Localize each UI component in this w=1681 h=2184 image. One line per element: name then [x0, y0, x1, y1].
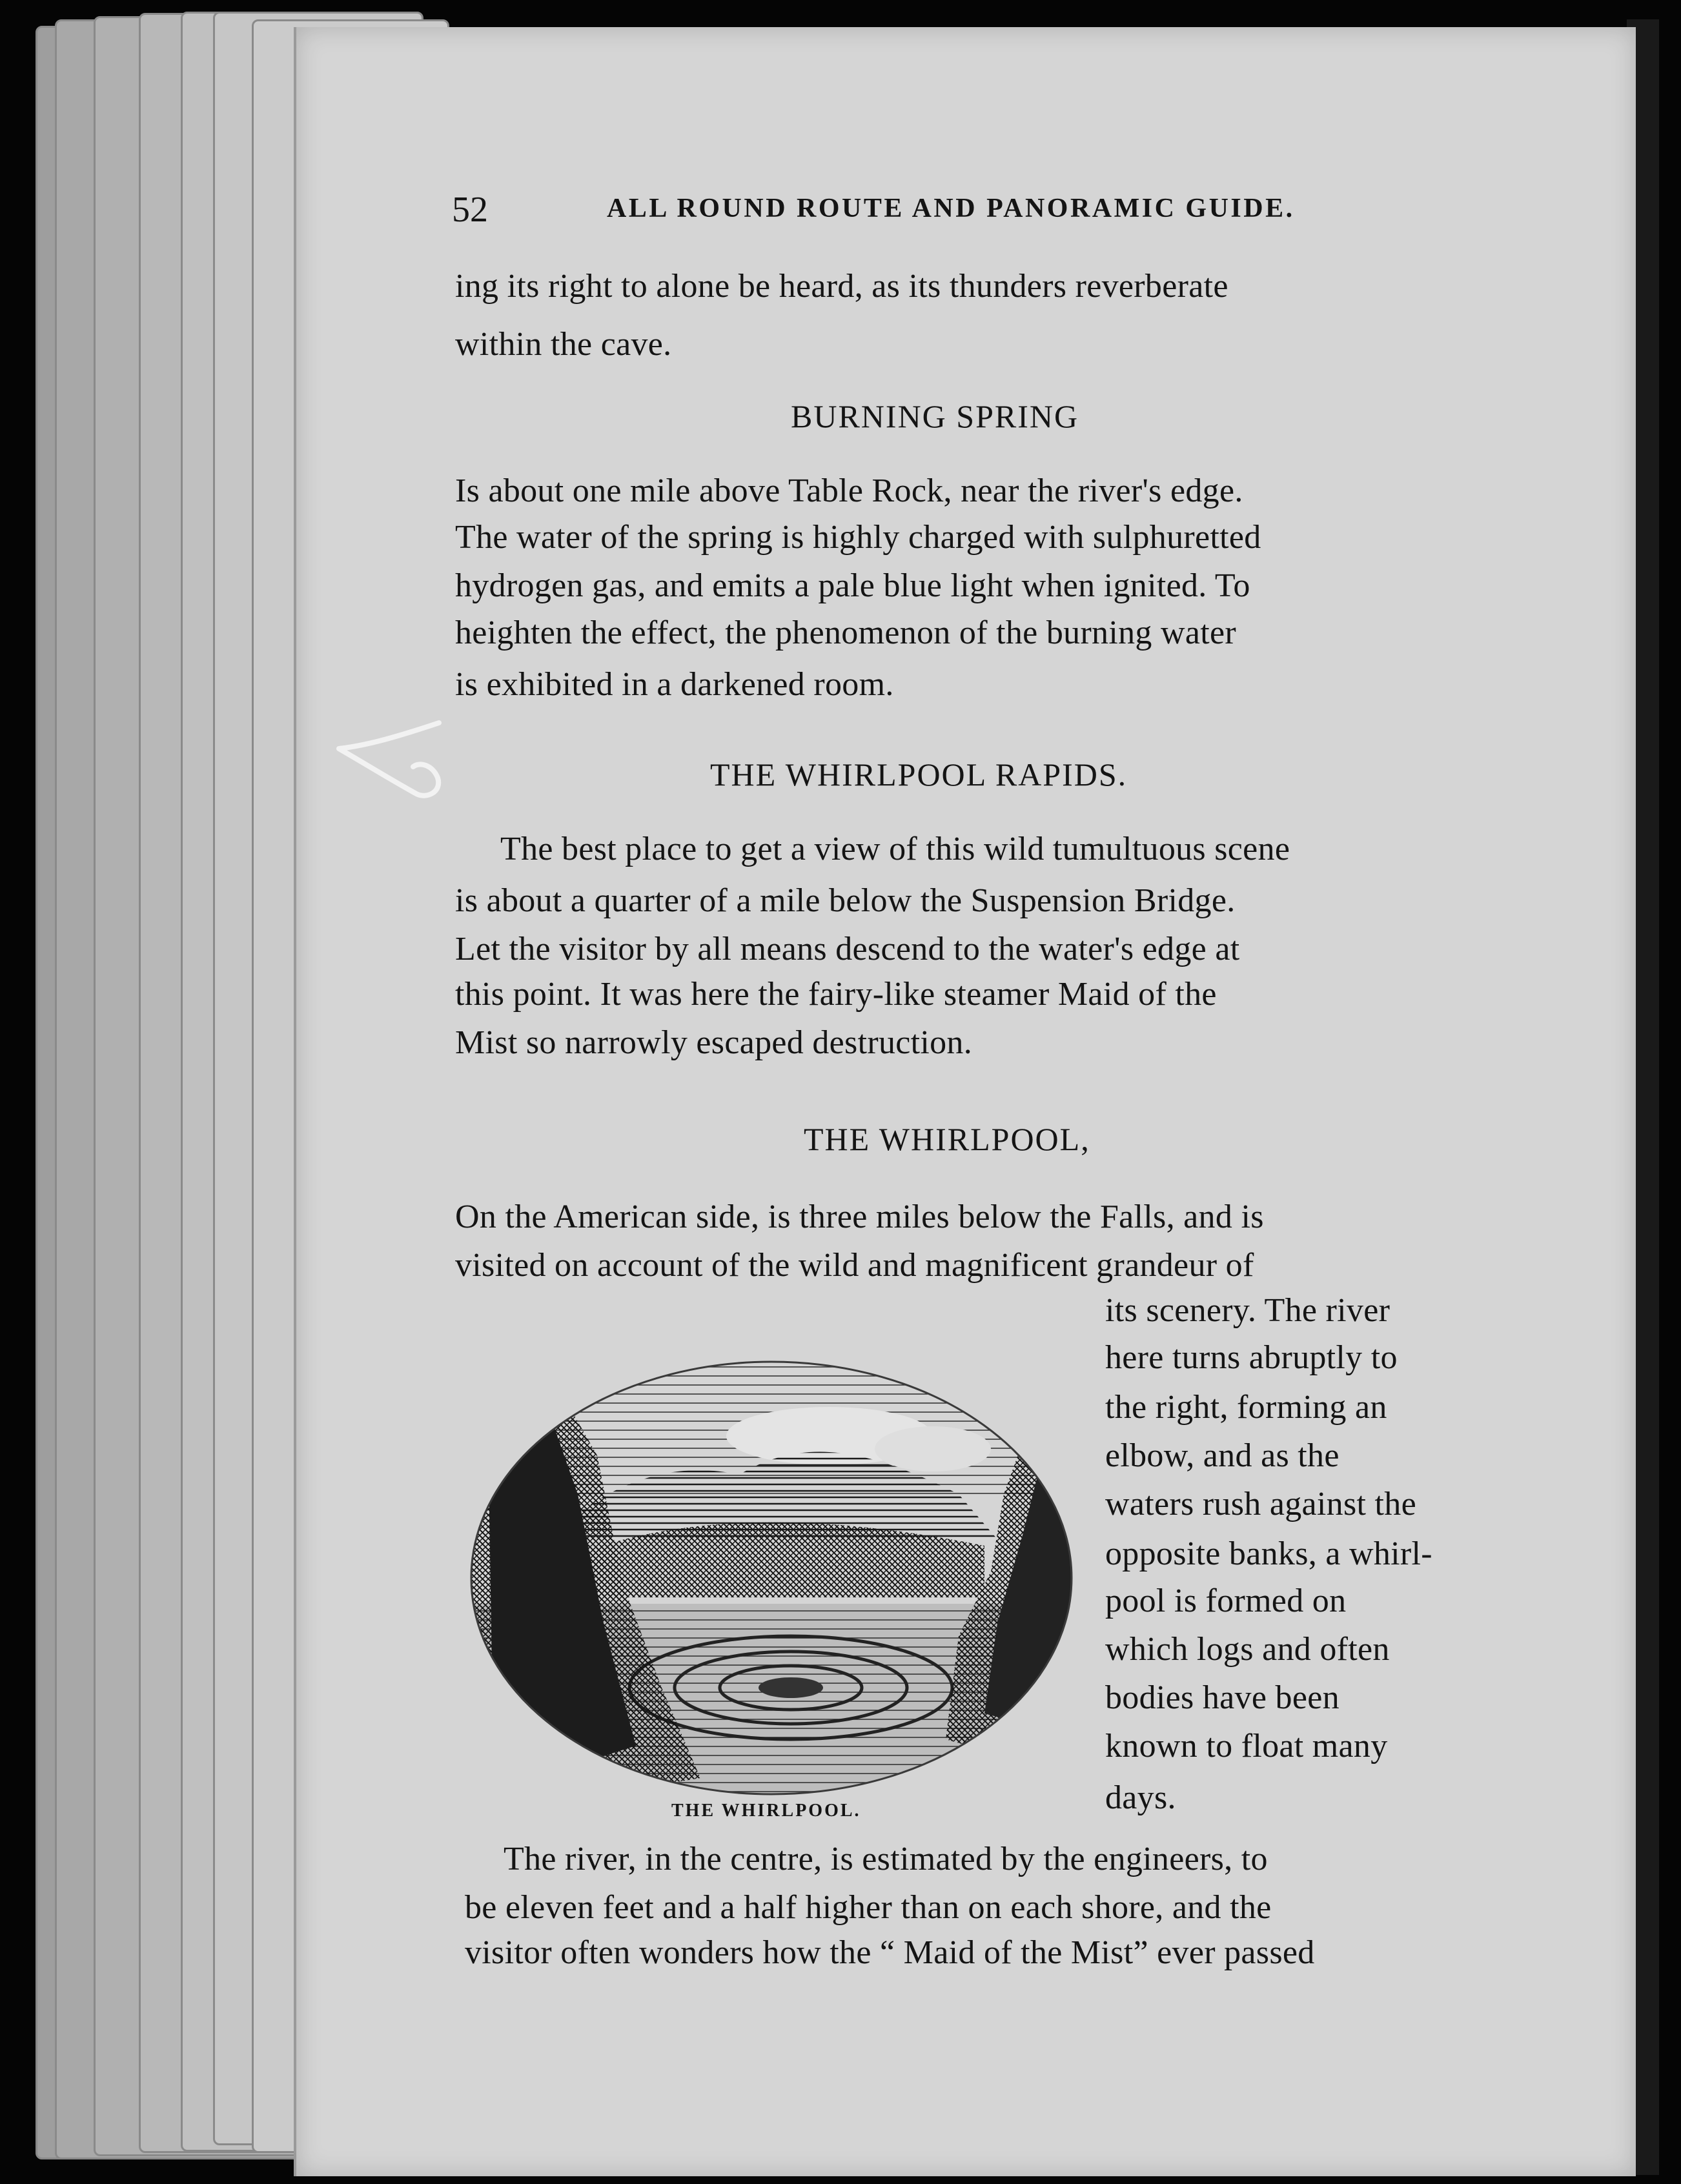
- paragraph-line: The best place to get a view of this wild tumultuous scene: [500, 831, 1290, 867]
- section-heading-whirlpool: THE WHIRLPOOL,: [804, 1121, 1090, 1157]
- paragraph-line: On the American side, is three miles below the Falls, and is: [455, 1198, 1264, 1235]
- image-caption: THE WHIRLPOOL.: [671, 1801, 861, 1821]
- paragraph-line-beside-image: pool is formed on: [1105, 1582, 1347, 1619]
- page-number: 52: [452, 190, 488, 230]
- paragraph-line-beside-image: days.: [1105, 1779, 1176, 1816]
- paragraph-line: hydrogen gas, and emits a pale blue light when ignited. To: [455, 567, 1250, 604]
- paragraph-line-beside-image: the right, forming an: [1105, 1389, 1387, 1426]
- running-title: ALL ROUND ROUTE AND PANORAMIC GUIDE.: [607, 194, 1295, 223]
- section-heading-whirlpool-rapids: THE WHIRLPOOL RAPIDS.: [710, 756, 1128, 793]
- paragraph-line-beside-image: bodies have been: [1105, 1679, 1340, 1716]
- paragraph-line: The water of the spring is highly charged with sulphuretted: [455, 519, 1261, 556]
- paragraph-line-beside-image: known to float many: [1105, 1728, 1388, 1764]
- paragraph-line: is about a quarter of a mile below the Suspension Bridge.: [455, 882, 1236, 919]
- paragraph-line: The river, in the centre, is estimated by the engineers, to: [504, 1841, 1268, 1877]
- paragraph-line-beside-image: waters rush against the: [1105, 1486, 1416, 1522]
- paragraph-line: Let the visitor by all means descend to the water's edge at: [455, 931, 1240, 967]
- section-heading-burning-spring: BURNING SPRING: [791, 398, 1079, 434]
- paragraph-line: Is about one mile above Table Rock, near the river's edge.: [455, 472, 1243, 509]
- paragraph-line: visitor often wonders how the “ Maid of the Mist” ever passed: [465, 1934, 1315, 1971]
- paragraph-line-beside-image: opposite banks, a whirl-: [1105, 1535, 1432, 1572]
- paragraph-line: is exhibited in a darkened room.: [455, 666, 894, 703]
- paragraph-line: ing its right to alone be heard, as its thunders reverberate: [455, 268, 1228, 305]
- paragraph-line: visited on account of the wild and magnificent grandeur of: [455, 1247, 1254, 1284]
- paragraph-line-beside-image: its scenery. The river: [1105, 1292, 1391, 1329]
- paragraph-line-beside-image: elbow, and as the: [1105, 1437, 1340, 1474]
- paragraph-line: be eleven feet and a half higher than on each shore, and the: [465, 1889, 1272, 1926]
- paragraph-line-beside-image: which logs and often: [1105, 1631, 1390, 1668]
- margin-pen-mark: [329, 716, 458, 813]
- paragraph-line-beside-image: here turns abruptly to: [1105, 1339, 1398, 1376]
- paragraph-line: heighten the effect, the phenomenon of the burning water: [455, 614, 1236, 651]
- whirlpool-engraving: [468, 1326, 1081, 1817]
- paragraph-line: within the cave.: [455, 326, 672, 363]
- paragraph-line: this point. It was here the fairy-like steamer Maid of the: [455, 976, 1217, 1013]
- paragraph-line: Mist so narrowly escaped destruction.: [455, 1024, 973, 1061]
